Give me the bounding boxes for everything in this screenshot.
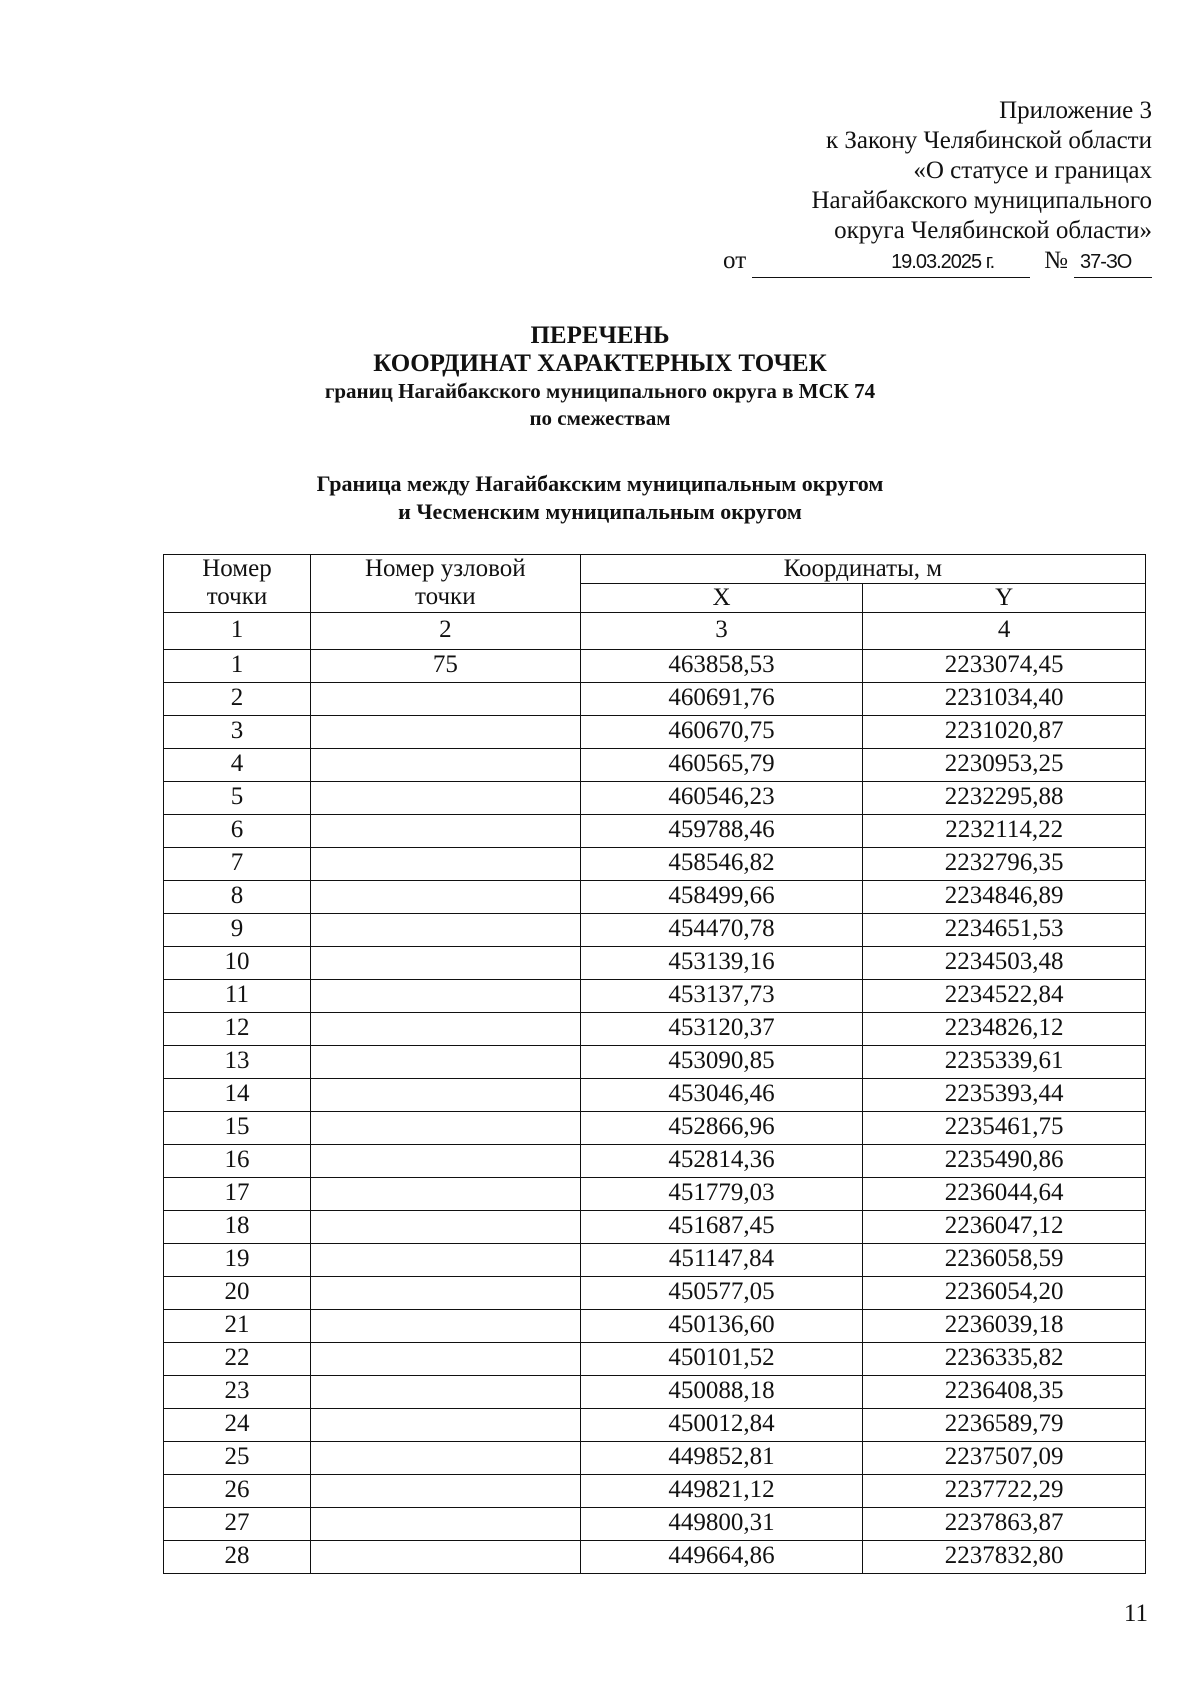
table-row	[164, 683, 1146, 716]
point-number-cell: 11	[164, 980, 311, 1013]
coordinates-rows	[164, 650, 1146, 1574]
y-coordinate-cell: 2236054,20	[863, 1277, 1146, 1310]
title-line-1: ПЕРЕЧЕНЬ	[530, 322, 670, 349]
x-coordinate-cell: 453120,37	[580, 1013, 863, 1046]
x-coordinate-cell: 453137,73	[580, 980, 863, 1013]
node-number-cell	[310, 782, 580, 815]
point-number-cell: 17	[164, 1178, 311, 1211]
x-coordinate-cell: 460546,23	[580, 782, 863, 815]
point-number-cell: 24	[164, 1409, 311, 1442]
point-number-cell: 26	[164, 1475, 311, 1508]
node-number-cell	[310, 1013, 580, 1046]
x-coordinate-cell: 450101,52	[580, 1343, 863, 1376]
x-coordinate-cell: 451147,84	[580, 1244, 863, 1277]
title-line-2: КООРДИНАТ ХАРАКТЕРНЫХ ТОЧЕК	[373, 350, 827, 377]
node-number-cell	[310, 1112, 580, 1145]
node-number-cell	[310, 947, 580, 980]
column-number: 1	[164, 613, 311, 650]
y-coordinate-cell: 2234826,12	[863, 1013, 1146, 1046]
node-number-cell	[310, 1145, 580, 1178]
y-coordinate-cell: 2232295,88	[863, 782, 1146, 815]
node-number-cell	[310, 1343, 580, 1376]
table-row	[164, 815, 1146, 848]
x-coordinate-cell: 453046,46	[580, 1079, 863, 1112]
point-number-cell: 7	[164, 848, 311, 881]
subtitle-line-2: и Чесменским муниципальным округом	[398, 499, 802, 524]
law-number: 37-ЗО	[1074, 247, 1152, 278]
node-number-cell	[310, 749, 580, 782]
node-number-cell	[310, 1310, 580, 1343]
header-y: Y	[863, 584, 1146, 613]
number-sign: №	[1044, 247, 1068, 274]
node-number-cell	[310, 1541, 580, 1574]
y-coordinate-cell: 2233074,45	[863, 650, 1146, 683]
table-row	[164, 1046, 1146, 1079]
y-coordinate-cell: 2235490,86	[863, 1145, 1146, 1178]
header-node-number: Номер узловой точки	[310, 555, 580, 613]
node-number-cell	[310, 1277, 580, 1310]
x-coordinate-cell: 459788,46	[580, 815, 863, 848]
x-coordinate-cell: 458546,82	[580, 848, 863, 881]
table-row	[164, 1211, 1146, 1244]
x-coordinate-cell: 450012,84	[580, 1409, 863, 1442]
y-coordinate-cell: 2235461,75	[863, 1112, 1146, 1145]
column-number: 3	[580, 613, 863, 650]
section-subtitle	[0, 470, 1200, 526]
table-row	[164, 1079, 1146, 1112]
coordinates-table	[163, 554, 1146, 1574]
y-coordinate-cell: 2236589,79	[863, 1409, 1146, 1442]
appendix-line: Нагайбакского муниципального	[811, 187, 1152, 214]
node-number-cell	[310, 1178, 580, 1211]
page-number: 11	[1123, 1600, 1148, 1627]
x-coordinate-cell: 454470,78	[580, 914, 863, 947]
point-number-cell: 20	[164, 1277, 311, 1310]
x-coordinate-cell: 451687,45	[580, 1211, 863, 1244]
point-number-cell: 6	[164, 815, 311, 848]
y-coordinate-cell: 2236058,59	[863, 1244, 1146, 1277]
appendix-line: «О статусе и границах	[913, 157, 1152, 184]
node-number-cell	[310, 1376, 580, 1409]
y-coordinate-cell: 2230953,25	[863, 749, 1146, 782]
appendix-header	[723, 96, 1152, 278]
x-coordinate-cell: 450136,60	[580, 1310, 863, 1343]
node-number-cell	[310, 1244, 580, 1277]
node-number-cell: 75	[310, 650, 580, 683]
point-number-cell: 13	[164, 1046, 311, 1079]
point-number-cell: 16	[164, 1145, 311, 1178]
point-number-cell: 3	[164, 716, 311, 749]
document-title	[0, 322, 1200, 432]
x-coordinate-cell: 453090,85	[580, 1046, 863, 1079]
point-number-cell: 4	[164, 749, 311, 782]
table-row	[164, 716, 1146, 749]
x-coordinate-cell: 452814,36	[580, 1145, 863, 1178]
table-row	[164, 1013, 1146, 1046]
point-number-cell: 8	[164, 881, 311, 914]
table-row	[164, 914, 1146, 947]
table-row	[164, 881, 1146, 914]
point-number-cell: 14	[164, 1079, 311, 1112]
x-coordinate-cell: 450577,05	[580, 1277, 863, 1310]
table-row	[164, 1277, 1146, 1310]
y-coordinate-cell: 2232114,22	[863, 815, 1146, 848]
x-coordinate-cell: 460670,75	[580, 716, 863, 749]
subtitle-line-1: Граница между Нагайбакским муниципальным округом	[316, 471, 884, 496]
table-row	[164, 1112, 1146, 1145]
y-coordinate-cell: 2236039,18	[863, 1310, 1146, 1343]
table-row	[164, 1508, 1146, 1541]
table-row	[164, 1541, 1146, 1574]
title-line-3: границ Нагайбакского муниципального округа в МСК 74	[324, 379, 876, 403]
y-coordinate-cell: 2234522,84	[863, 980, 1146, 1013]
law-date-number	[723, 246, 1152, 278]
node-number-cell	[310, 1442, 580, 1475]
y-coordinate-cell: 2236044,64	[863, 1178, 1146, 1211]
table-row	[164, 782, 1146, 815]
x-coordinate-cell: 449664,86	[580, 1541, 863, 1574]
point-number-cell: 10	[164, 947, 311, 980]
column-number: 4	[863, 613, 1146, 650]
table-row	[164, 1442, 1146, 1475]
x-coordinate-cell: 451779,03	[580, 1178, 863, 1211]
x-coordinate-cell: 460691,76	[580, 683, 863, 716]
point-number-cell: 5	[164, 782, 311, 815]
table-row	[164, 1409, 1146, 1442]
point-number-cell: 18	[164, 1211, 311, 1244]
node-number-cell	[310, 683, 580, 716]
title-line-4: по смежествам	[529, 406, 671, 430]
node-number-cell	[310, 881, 580, 914]
node-number-cell	[310, 980, 580, 1013]
table-row	[164, 1178, 1146, 1211]
point-number-cell: 15	[164, 1112, 311, 1145]
appendix-line: Приложение 3	[999, 97, 1152, 124]
y-coordinate-cell: 2234651,53	[863, 914, 1146, 947]
y-coordinate-cell: 2234846,89	[863, 881, 1146, 914]
x-coordinate-cell: 449821,12	[580, 1475, 863, 1508]
x-coordinate-cell: 450088,18	[580, 1376, 863, 1409]
column-number: 2	[310, 613, 580, 650]
point-number-cell: 2	[164, 683, 311, 716]
point-number-cell: 12	[164, 1013, 311, 1046]
x-coordinate-cell: 449852,81	[580, 1442, 863, 1475]
table-row	[164, 1343, 1146, 1376]
node-number-cell	[310, 1508, 580, 1541]
x-coordinate-cell: 460565,79	[580, 749, 863, 782]
node-number-cell	[310, 848, 580, 881]
point-number-cell: 1	[164, 650, 311, 683]
y-coordinate-cell: 2235393,44	[863, 1079, 1146, 1112]
node-number-cell	[310, 914, 580, 947]
header-x: X	[580, 584, 863, 613]
appendix-line: к Закону Челябинской области	[826, 127, 1152, 154]
x-coordinate-cell: 463858,53	[580, 650, 863, 683]
table-row	[164, 1145, 1146, 1178]
table-row	[164, 848, 1146, 881]
x-coordinate-cell: 453139,16	[580, 947, 863, 980]
node-number-cell	[310, 716, 580, 749]
point-number-cell: 9	[164, 914, 311, 947]
y-coordinate-cell: 2236335,82	[863, 1343, 1146, 1376]
point-number-cell: 22	[164, 1343, 311, 1376]
node-number-cell	[310, 1211, 580, 1244]
table-row	[164, 980, 1146, 1013]
y-coordinate-cell: 2231020,87	[863, 716, 1146, 749]
node-number-cell	[310, 1046, 580, 1079]
y-coordinate-cell: 2234503,48	[863, 947, 1146, 980]
y-coordinate-cell: 2237863,87	[863, 1508, 1146, 1541]
header-point-number: Номер точки	[164, 555, 311, 613]
x-coordinate-cell: 449800,31	[580, 1508, 863, 1541]
y-coordinate-cell: 2237507,09	[863, 1442, 1146, 1475]
x-coordinate-cell: 458499,66	[580, 881, 863, 914]
table-row	[164, 947, 1146, 980]
table-row	[164, 749, 1146, 782]
law-date: 19.03.2025 г.	[752, 247, 1030, 278]
node-number-cell	[310, 815, 580, 848]
node-number-cell	[310, 1079, 580, 1112]
point-number-cell: 27	[164, 1508, 311, 1541]
y-coordinate-cell: 2237832,80	[863, 1541, 1146, 1574]
node-number-cell	[310, 1409, 580, 1442]
node-number-cell	[310, 1475, 580, 1508]
table-row	[164, 1310, 1146, 1343]
point-number-cell: 19	[164, 1244, 311, 1277]
table-row	[164, 1376, 1146, 1409]
y-coordinate-cell: 2236408,35	[863, 1376, 1146, 1409]
y-coordinate-cell: 2232796,35	[863, 848, 1146, 881]
point-number-cell: 21	[164, 1310, 311, 1343]
table-row	[164, 1244, 1146, 1277]
table-row	[164, 650, 1146, 683]
y-coordinate-cell: 2236047,12	[863, 1211, 1146, 1244]
y-coordinate-cell: 2235339,61	[863, 1046, 1146, 1079]
y-coordinate-cell: 2237722,29	[863, 1475, 1146, 1508]
date-prefix: от	[723, 247, 747, 274]
x-coordinate-cell: 452866,96	[580, 1112, 863, 1145]
point-number-cell: 28	[164, 1541, 311, 1574]
y-coordinate-cell: 2231034,40	[863, 683, 1146, 716]
appendix-line: округа Челябинской области»	[834, 217, 1152, 244]
point-number-cell: 23	[164, 1376, 311, 1409]
table-row	[164, 1475, 1146, 1508]
header-coordinates: Координаты, м	[580, 555, 1145, 584]
point-number-cell: 25	[164, 1442, 311, 1475]
